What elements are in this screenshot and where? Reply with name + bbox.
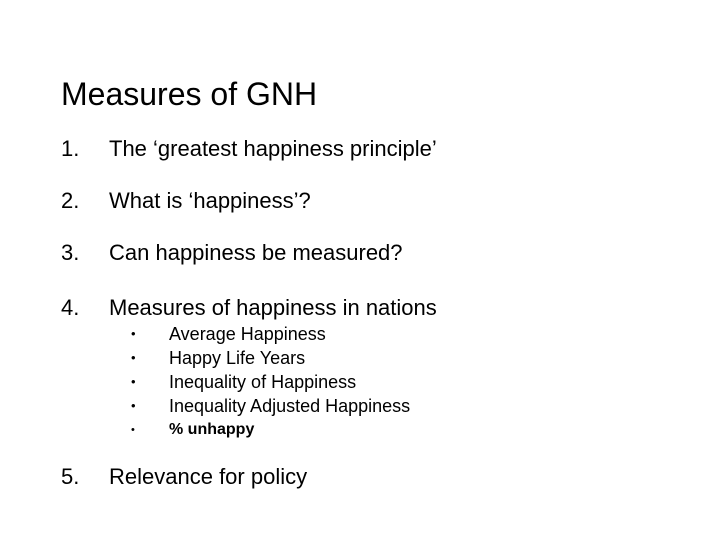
item-number: 2. bbox=[61, 188, 80, 213]
sub-item-text: Inequality of Happiness bbox=[169, 372, 357, 392]
slide-title: Measures of GNH bbox=[61, 76, 318, 112]
bullet-icon: • bbox=[131, 424, 135, 436]
item-number: 5. bbox=[61, 464, 80, 489]
item-text: Relevance for policy bbox=[109, 464, 308, 489]
bullet-icon: • bbox=[131, 398, 136, 413]
item-text: The ‘greatest happiness principle’ bbox=[109, 136, 437, 161]
sub-item-text: % unhappy bbox=[169, 421, 255, 438]
item-text: Measures of happiness in nations bbox=[109, 295, 437, 320]
item-number: 1. bbox=[61, 136, 80, 161]
item-text: What is ‘happiness’? bbox=[109, 188, 311, 213]
sub-item-text: Happy Life Years bbox=[169, 348, 306, 368]
bullet-icon: • bbox=[131, 326, 136, 341]
sub-item-text: Inequality Adjusted Happiness bbox=[169, 396, 411, 416]
item-text: Can happiness be measured? bbox=[109, 240, 403, 265]
bullet-icon: • bbox=[131, 374, 136, 389]
item-number: 4. bbox=[61, 295, 80, 320]
bullet-icon: • bbox=[131, 350, 136, 365]
item-number: 3. bbox=[61, 240, 80, 265]
sub-item-text: Average Happiness bbox=[169, 324, 326, 344]
